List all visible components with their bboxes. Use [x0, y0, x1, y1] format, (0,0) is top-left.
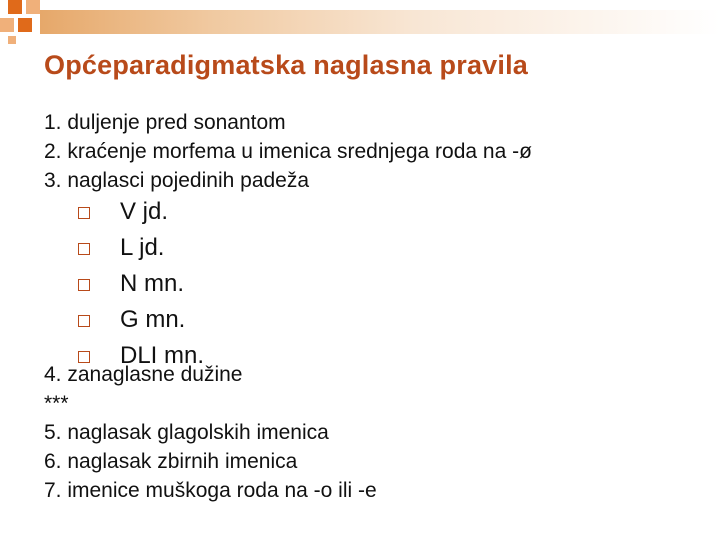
- rule-item: 4. zanaglasne dužine: [44, 363, 243, 386]
- separator-text: ***: [44, 392, 69, 415]
- square-bullet-icon: [78, 207, 90, 219]
- sub-item: [78, 266, 204, 302]
- deco-square: [8, 0, 22, 14]
- rule-item: 6. naglasak zbirnih imenica: [44, 450, 298, 473]
- sub-item-label: DLI mn.: [120, 342, 205, 369]
- rule-item: 2. kraćenje morfema u imenica srednjega roda na -ø: [44, 140, 532, 163]
- deco-square: [18, 18, 32, 32]
- sub-item-label: N mn.: [120, 270, 185, 297]
- rules-list-bottom: [44, 360, 377, 505]
- header-gradient-bar: [40, 10, 720, 34]
- deco-square: [8, 36, 16, 44]
- rule-item: 5. naglasak glagolskih imenica: [44, 421, 329, 444]
- deco-square: [0, 18, 14, 32]
- deco-square: [26, 0, 40, 14]
- case-sublist: [78, 194, 204, 374]
- rule-item: 3. naglasci pojedinih padeža: [44, 169, 310, 192]
- sub-item: [78, 302, 204, 338]
- sub-item-label: G mn.: [120, 306, 186, 333]
- square-bullet-icon: [78, 315, 90, 327]
- sub-item: [78, 230, 204, 266]
- sub-item: [78, 194, 204, 230]
- square-bullet-icon: [78, 243, 90, 255]
- slide-title: Općeparadigmatska naglasna pravila: [44, 50, 529, 80]
- sub-item-label: V jd.: [120, 198, 169, 225]
- rule-item: 7. imenice muškoga roda na -o ili -e: [44, 479, 377, 502]
- square-bullet-icon: [78, 279, 90, 291]
- rule-item: 1. duljenje pred sonantom: [44, 111, 286, 134]
- rules-list-top: [44, 108, 532, 195]
- sub-item-label: L jd.: [120, 234, 165, 261]
